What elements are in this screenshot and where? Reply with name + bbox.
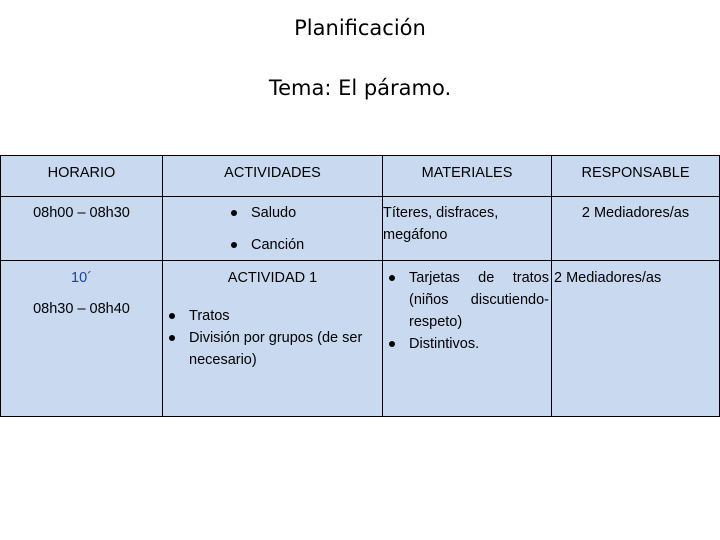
list-item: Canción (225, 234, 304, 256)
row2-materials-cell (382, 260, 552, 417)
row1-materials: Títeres, disfraces, megáfono (383, 205, 499, 243)
row1-time: 08h00 – 08h30 (33, 205, 130, 221)
row2-activities-cell (162, 260, 383, 417)
list-item: Saludo (225, 202, 304, 224)
header-responsable: RESPONSABLE (551, 155, 720, 197)
list-item: Distintivos. (383, 333, 549, 355)
row2-materials-list (383, 267, 549, 355)
row1-materials-cell (382, 196, 552, 261)
page-subtitle: Tema: El páramo. (268, 76, 452, 100)
row2-time-cell (0, 260, 163, 417)
row1-activities-cell (162, 196, 383, 261)
page-title: Planificación (294, 16, 426, 40)
row2-duration: 10´ (71, 270, 92, 286)
row1-responsible-cell (551, 196, 720, 261)
header-actividades: ACTIVIDADES (162, 155, 383, 197)
list-item: Tarjetas de tratos (niños discutiendo- respeto) (383, 267, 549, 333)
row2-responsible: 2 Mediadores/as (554, 270, 662, 286)
row1-time-cell (0, 196, 163, 261)
list-item: División por grupos (de ser necesario) (163, 327, 382, 371)
row2-activity-title: ACTIVIDAD 1 (227, 270, 318, 286)
row1-responsible: 2 Mediadores/as (581, 205, 690, 221)
header-materiales: MATERIALES (382, 155, 552, 197)
row2-time: 08h30 – 08h40 (33, 301, 130, 317)
header-horario: HORARIO (0, 155, 163, 197)
row2-activities-list (163, 305, 382, 371)
row1-activities-list (225, 202, 304, 256)
row2-responsible-cell (551, 260, 720, 417)
list-item: Tratos (163, 305, 382, 327)
